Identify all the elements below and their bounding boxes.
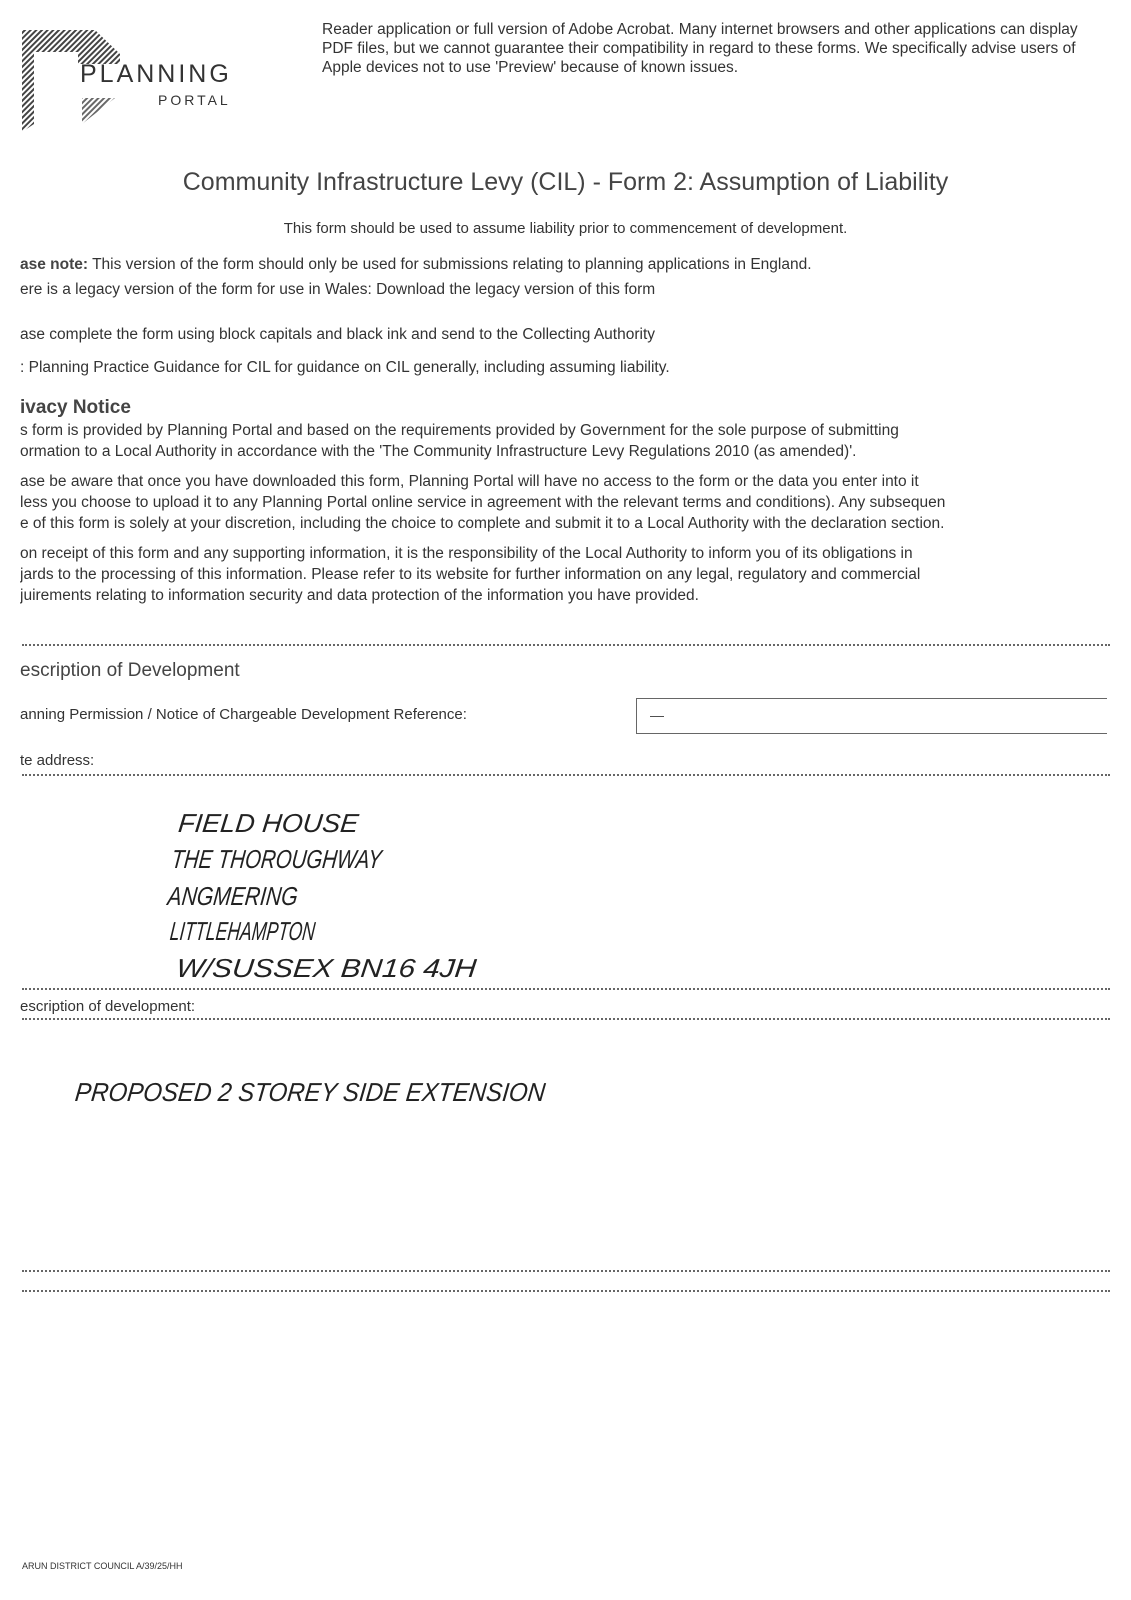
logo-text-planning: PLANNING xyxy=(80,60,232,88)
privacy-para3-line2: jards to the processing of this information. Please refer to its website for further information on any legal, regulatory and commercial xyxy=(20,566,921,583)
form-title: Community Infrastructure Levy (CIL) - Form 2: Assumption of Liability xyxy=(182,168,949,196)
description-value: PROPOSED 2 STOREY SIDE EXTENSION xyxy=(73,1077,585,1107)
site-address-line: ANGMERING xyxy=(166,881,330,911)
software-notice: Reader application or full version of Adobe Acrobat. Many internet browsers and other applications can display PDF files, but we cannot guarantee their compatibility in regard to these forms. We specifically advise users of Apple devices not to use 'Preview' because of known issues. xyxy=(322,21,1078,76)
privacy-heading: ivacy Notice xyxy=(20,397,131,418)
note-label: ase note: xyxy=(20,256,89,273)
description-bottom-line-2 xyxy=(22,1290,1110,1292)
logo-text-portal: PORTAL xyxy=(158,92,231,108)
council-stamp: ARUN DISTRICT COUNCIL A/39/25/HH xyxy=(22,1561,183,1571)
site-address-line: W/SUSSEX BN16 4JH xyxy=(174,953,441,983)
site-address-line: THE THOROUGHWAY xyxy=(170,844,441,874)
site-address-label: te address: xyxy=(20,752,95,769)
description-bottom-line-1 xyxy=(22,1270,1110,1272)
form-subtitle: This form should be used to assume liability prior to commencement of development. xyxy=(283,220,848,237)
site-address-bottom-line xyxy=(22,988,1110,990)
privacy-para2-line2: less you choose to upload it to any Planning Portal online service in agreement with the relevant terms and conditions). Any subsequen xyxy=(20,494,946,511)
note-line-2[interactable]: ere is a legacy version of the form for use in Wales: Download the legacy version of this form xyxy=(20,281,656,298)
reference-label: anning Permission / Notice of Chargeable Development Reference: xyxy=(20,706,467,723)
complete-instruction: ase complete the form using block capitals and black ink and send to the Collecting Authority xyxy=(20,326,656,343)
reference-value: — xyxy=(650,707,664,723)
privacy-para3-line3: juirements relating to information security and data protection of the information you have provided. xyxy=(20,587,699,604)
description-label: escription of development: xyxy=(20,998,196,1015)
site-address-line: FIELD HOUSE xyxy=(176,808,354,838)
guidance-line[interactable]: : Planning Practice Guidance for CIL for guidance on CIL generally, including assuming liability. xyxy=(20,359,670,376)
development-heading: escription of Development xyxy=(20,660,240,681)
privacy-para1-line1: s form is provided by Planning Portal and based on the requirements provided by Government for the sole purpose of submitting xyxy=(20,422,899,439)
privacy-para2-line1: ase be aware that once you have downloaded this form, Planning Portal will have no access to the form or the data you enter into it xyxy=(20,473,919,490)
note-text: This version of the form should only be used for submissions relating to planning applications in England. xyxy=(88,256,812,273)
privacy-para1-line2: ormation to a Local Authority in accordance with the 'The Community Infrastructure Levy Regulations 2010 (as amended)'. xyxy=(20,443,857,460)
privacy-para2-line3: e of this form is solely at your discretion, including the choice to complete and submit it to a Local Authority with the declaration section. xyxy=(20,515,945,532)
privacy-para3-line1: on receipt of this form and any supporting information, it is the responsibility of the Local Authority to inform you of its obligations in xyxy=(20,545,913,562)
site-address-line: LITTLEHAMPTON xyxy=(168,916,387,946)
description-top-line xyxy=(22,1018,1110,1020)
